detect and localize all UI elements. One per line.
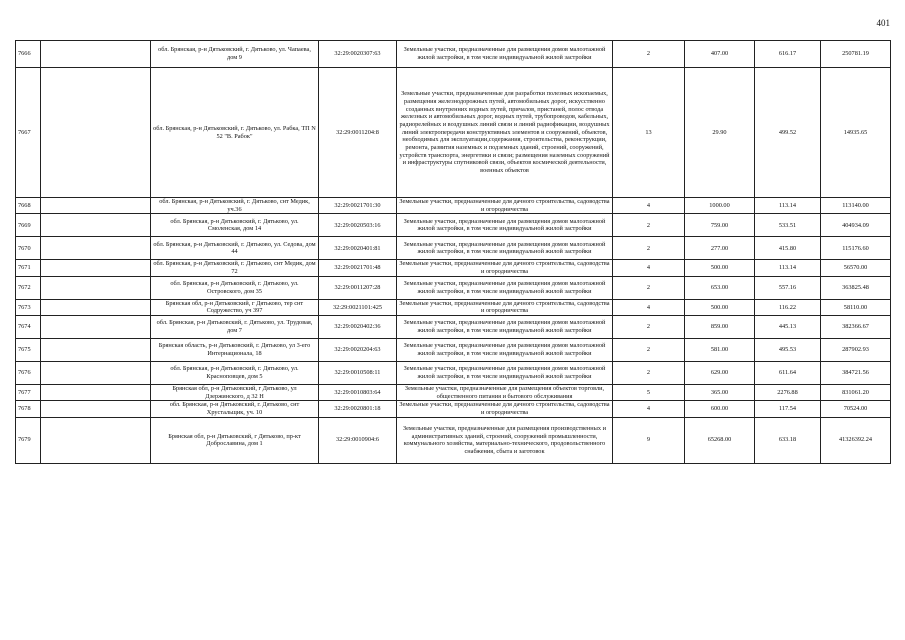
blank-cell (41, 214, 151, 237)
cadastral-value-cell: 287902.93 (821, 339, 891, 362)
specific-value-cell: 533.51 (755, 214, 821, 237)
row-number-cell: 7674 (16, 316, 41, 339)
table-row (16, 237, 891, 260)
cadastral-value-cell: 250781.19 (821, 41, 891, 68)
land-use-cell: Земельные участки, предназначенные для разработки полезных ископаемых, размещения железнодорожных путей, автомобильных дорог, искусственно созданных внутренних водных путей, причалов, пристаней, полос отвода железных и автомобильных дорог, водных путей, трубопроводов, кабельных, радиорелейных и воздушных линий связи и линий радиофикации, воздушных линий электропередачи конструктивных элементов и сооружений, объектов, необходимых для эксплуатации,содержания, строительства, реконструкции, ремонта, развития наземных и подземных зданий, строений, сооружений, устройств транспорта, энергетики и связи; размещения наземных сооружений и инфраструктуры спутниковой связи, объектов космической деятельности, военных объектов (397, 68, 613, 198)
table-row (16, 362, 891, 385)
cadastral-number-cell: 32:29:0020401:81 (319, 237, 397, 260)
row-number-cell: 7673 (16, 299, 41, 315)
blank-cell (41, 237, 151, 260)
group-cell: 4 (613, 401, 685, 417)
cadastral-number-cell: 32:29:0020307:63 (319, 41, 397, 68)
cadastral-value-cell: 70524.00 (821, 401, 891, 417)
group-cell: 4 (613, 299, 685, 315)
row-number-cell: 7678 (16, 401, 41, 417)
area-cell: 759.00 (685, 214, 755, 237)
land-use-cell: Земельные участки, предназначенные для дачного строительства, садоводства и огородничества (397, 299, 613, 315)
land-use-cell: Земельные участки, предназначенные для дачного строительства, садоводства и огородничества (397, 198, 613, 214)
area-cell: 277.00 (685, 237, 755, 260)
area-cell: 365.00 (685, 385, 755, 401)
area-cell: 653.00 (685, 276, 755, 299)
cadastral-value-cell: 113140.00 (821, 198, 891, 214)
group-cell: 2 (613, 237, 685, 260)
blank-cell (41, 198, 151, 214)
table-row (16, 401, 891, 417)
blank-cell (41, 339, 151, 362)
area-cell: 65268.00 (685, 417, 755, 463)
blank-cell (41, 41, 151, 68)
address-cell: обл. Брянская, р-н Дятьковский, г. Дятьково, ул. Рабка, ТП N 52 "В. Рабок" (151, 68, 319, 198)
cadastral-value-cell: 58110.00 (821, 299, 891, 315)
cadastral-value-cell: 831061.20 (821, 385, 891, 401)
land-use-cell: Земельные участки, предназначенные для размещения домов малоэтажной жилой застройки, в том числе индивидуальной жилой застройки (397, 214, 613, 237)
cadastral-value-cell: 384721.56 (821, 362, 891, 385)
specific-value-cell: 113.14 (755, 198, 821, 214)
row-number-cell: 7666 (16, 41, 41, 68)
address-cell: обл. Брянская, р-н Дятьковский, г. Дятьково, снт Хрустальщик, уч. 10 (151, 401, 319, 417)
row-number-cell: 7670 (16, 237, 41, 260)
specific-value-cell: 499.52 (755, 68, 821, 198)
row-number-cell: 7677 (16, 385, 41, 401)
area-cell: 629.00 (685, 362, 755, 385)
group-cell: 13 (613, 68, 685, 198)
area-cell: 859.00 (685, 316, 755, 339)
specific-value-cell: 633.18 (755, 417, 821, 463)
table-row (16, 214, 891, 237)
cadastral-number-cell: 32:29:0020503:16 (319, 214, 397, 237)
row-number-cell: 7676 (16, 362, 41, 385)
cadastral-number-cell: 32:29:0021701:48 (319, 260, 397, 276)
blank-cell (41, 260, 151, 276)
cadastral-number-cell: 32:29:0010904:6 (319, 417, 397, 463)
cadastral-value-cell: 382366.67 (821, 316, 891, 339)
cadastral-number-cell: 32:29:0011204:8 (319, 68, 397, 198)
blank-cell (41, 316, 151, 339)
specific-value-cell: 2276.88 (755, 385, 821, 401)
cadastral-value-cell: 363825.48 (821, 276, 891, 299)
group-cell: 5 (613, 385, 685, 401)
blank-cell (41, 68, 151, 198)
land-use-cell: Земельные участки, предназначенные для дачного строительства, садоводства и огородничества (397, 401, 613, 417)
cadastral-number-cell: 32:29:0020204:63 (319, 339, 397, 362)
table-row (16, 68, 891, 198)
specific-value-cell: 616.17 (755, 41, 821, 68)
cadastral-value-cell: 14935.65 (821, 68, 891, 198)
blank-cell (41, 417, 151, 463)
group-cell: 2 (613, 214, 685, 237)
area-cell: 1000.00 (685, 198, 755, 214)
land-use-cell: Земельные участки, предназначенные для размещения домов малоэтажной жилой застройки, в том числе индивидуальной жилой застройки (397, 362, 613, 385)
group-cell: 9 (613, 417, 685, 463)
area-cell: 581.00 (685, 339, 755, 362)
table-body (16, 41, 891, 464)
land-use-cell: Земельные участки, предназначенные для размещения производственных и административных зданий, строений, сооружений промышленности, коммунального хозяйства, материально-технического, продовольственного снабжения, сбыта и заготовок (397, 417, 613, 463)
cadastral-number-cell: 32:29:0020801:18 (319, 401, 397, 417)
row-number-cell: 7667 (16, 68, 41, 198)
land-use-cell: Земельные участки, предназначенные для размещения домов малоэтажной жилой застройки, в том числе индивидуальной жилой застройки (397, 276, 613, 299)
address-cell: обл. Брянская, р-н Дятьковский, г. Дятьково, ул. Смоленская, дом 14 (151, 214, 319, 237)
address-cell: обл. Брянская, р-н Дятьковский, г. Дятьково, ул. Островского, дом 35 (151, 276, 319, 299)
land-use-cell: Земельные участки, предназначенные для размещения домов малоэтажной жилой застройки, в том числе индивидуальной жилой застройки (397, 237, 613, 260)
blank-cell (41, 299, 151, 315)
table-row (16, 339, 891, 362)
address-cell: обл. Брянская, р-н Дятьковский, г. Дятьково, ул. Трудовая, дом 7 (151, 316, 319, 339)
specific-value-cell: 557.16 (755, 276, 821, 299)
blank-cell (41, 362, 151, 385)
area-cell: 407.00 (685, 41, 755, 68)
specific-value-cell: 495.53 (755, 339, 821, 362)
land-registry-table (15, 40, 891, 464)
address-cell: обл. Брянская, р-н Дятьковский, г. Дятьково, ул. Чапаева, дом 9 (151, 41, 319, 68)
area-cell: 600.00 (685, 401, 755, 417)
cadastral-number-cell: 32:29:0021101:425 (319, 299, 397, 315)
group-cell: 4 (613, 198, 685, 214)
row-number-cell: 7671 (16, 260, 41, 276)
table-row (16, 198, 891, 214)
cadastral-number-cell: 32:29:0021701:30 (319, 198, 397, 214)
group-cell: 4 (613, 260, 685, 276)
cadastral-number-cell: 32:29:0011207:28 (319, 276, 397, 299)
land-use-cell: Земельные участки, предназначенные для дачного строительства, садоводства и огородничества (397, 260, 613, 276)
group-cell: 2 (613, 339, 685, 362)
cadastral-number-cell: 32:29:0010803:64 (319, 385, 397, 401)
address-cell: Брянская обл, р-н Дятьковский, г Дятьково, пр-кт Доброславина, дом 1 (151, 417, 319, 463)
row-number-cell: 7675 (16, 339, 41, 362)
cadastral-value-cell: 404934.09 (821, 214, 891, 237)
row-number-cell: 7679 (16, 417, 41, 463)
table-row (16, 41, 891, 68)
specific-value-cell: 116.22 (755, 299, 821, 315)
row-number-cell: 7669 (16, 214, 41, 237)
table-row (16, 385, 891, 401)
group-cell: 2 (613, 316, 685, 339)
land-use-cell: Земельные участки, предназначенные для размещения домов малоэтажной жилой застройки, в том числе индивидуальной жилой застройки (397, 316, 613, 339)
address-cell: Брянская обл, р-н Дятьковский, г Дятьково, ул Дзержинского, д 32 Н (151, 385, 319, 401)
specific-value-cell: 445.13 (755, 316, 821, 339)
specific-value-cell: 415.80 (755, 237, 821, 260)
cadastral-value-cell: 56570.00 (821, 260, 891, 276)
row-number-cell: 7672 (16, 276, 41, 299)
area-cell: 500.00 (685, 299, 755, 315)
address-cell: обл. Брянская, р-н Дятьковский, г. Дятьково, снт Медик, дом 72 (151, 260, 319, 276)
address-cell: Брянская обл, р-н Дятьковский, г Дятьково, тер снт Содружество, уч 397 (151, 299, 319, 315)
cadastral-value-cell: 115176.60 (821, 237, 891, 260)
table-row (16, 299, 891, 315)
blank-cell (41, 385, 151, 401)
address-cell: Брянская область, р-н Дятьковский, г. Дятьково, ул 3-его Интернационала, 18 (151, 339, 319, 362)
land-use-cell: Земельные участки, предназначенные для размещения домов малоэтажной жилой застройки, в том числе индивидуальной жилой застройки (397, 41, 613, 68)
specific-value-cell: 113.14 (755, 260, 821, 276)
table-row (16, 260, 891, 276)
address-cell: обл. Брянская, р-н Дятьковский, г. Дятьково, ул. Красноповцев, дом 5 (151, 362, 319, 385)
row-number-cell: 7668 (16, 198, 41, 214)
blank-cell (41, 401, 151, 417)
group-cell: 2 (613, 41, 685, 68)
cadastral-number-cell: 32:29:0010508:11 (319, 362, 397, 385)
area-cell: 29.90 (685, 68, 755, 198)
land-use-cell: Земельные участки, предназначенные для размещения объектов торговли, общественного питания и бытового обслуживания (397, 385, 613, 401)
table-row (16, 316, 891, 339)
table-row (16, 276, 891, 299)
group-cell: 2 (613, 362, 685, 385)
table-row (16, 417, 891, 463)
group-cell: 2 (613, 276, 685, 299)
address-cell: обл. Брянская, р-н Дятьковский, г. Дятьково, ул. Седова, дом 44 (151, 237, 319, 260)
blank-cell (41, 276, 151, 299)
specific-value-cell: 611.64 (755, 362, 821, 385)
cadastral-number-cell: 32:29:0020402:36 (319, 316, 397, 339)
cadastral-value-cell: 41326392.24 (821, 417, 891, 463)
address-cell: обл. Брянская, р-н Дятьковский, г. Дятьково, снт Медик, уч.36 (151, 198, 319, 214)
page-number: 401 (876, 18, 890, 28)
land-use-cell: Земельные участки, предназначенные для размещения домов малоэтажной жилой застройки, в том числе индивидуальной жилой застройки (397, 339, 613, 362)
specific-value-cell: 117.54 (755, 401, 821, 417)
area-cell: 500.00 (685, 260, 755, 276)
